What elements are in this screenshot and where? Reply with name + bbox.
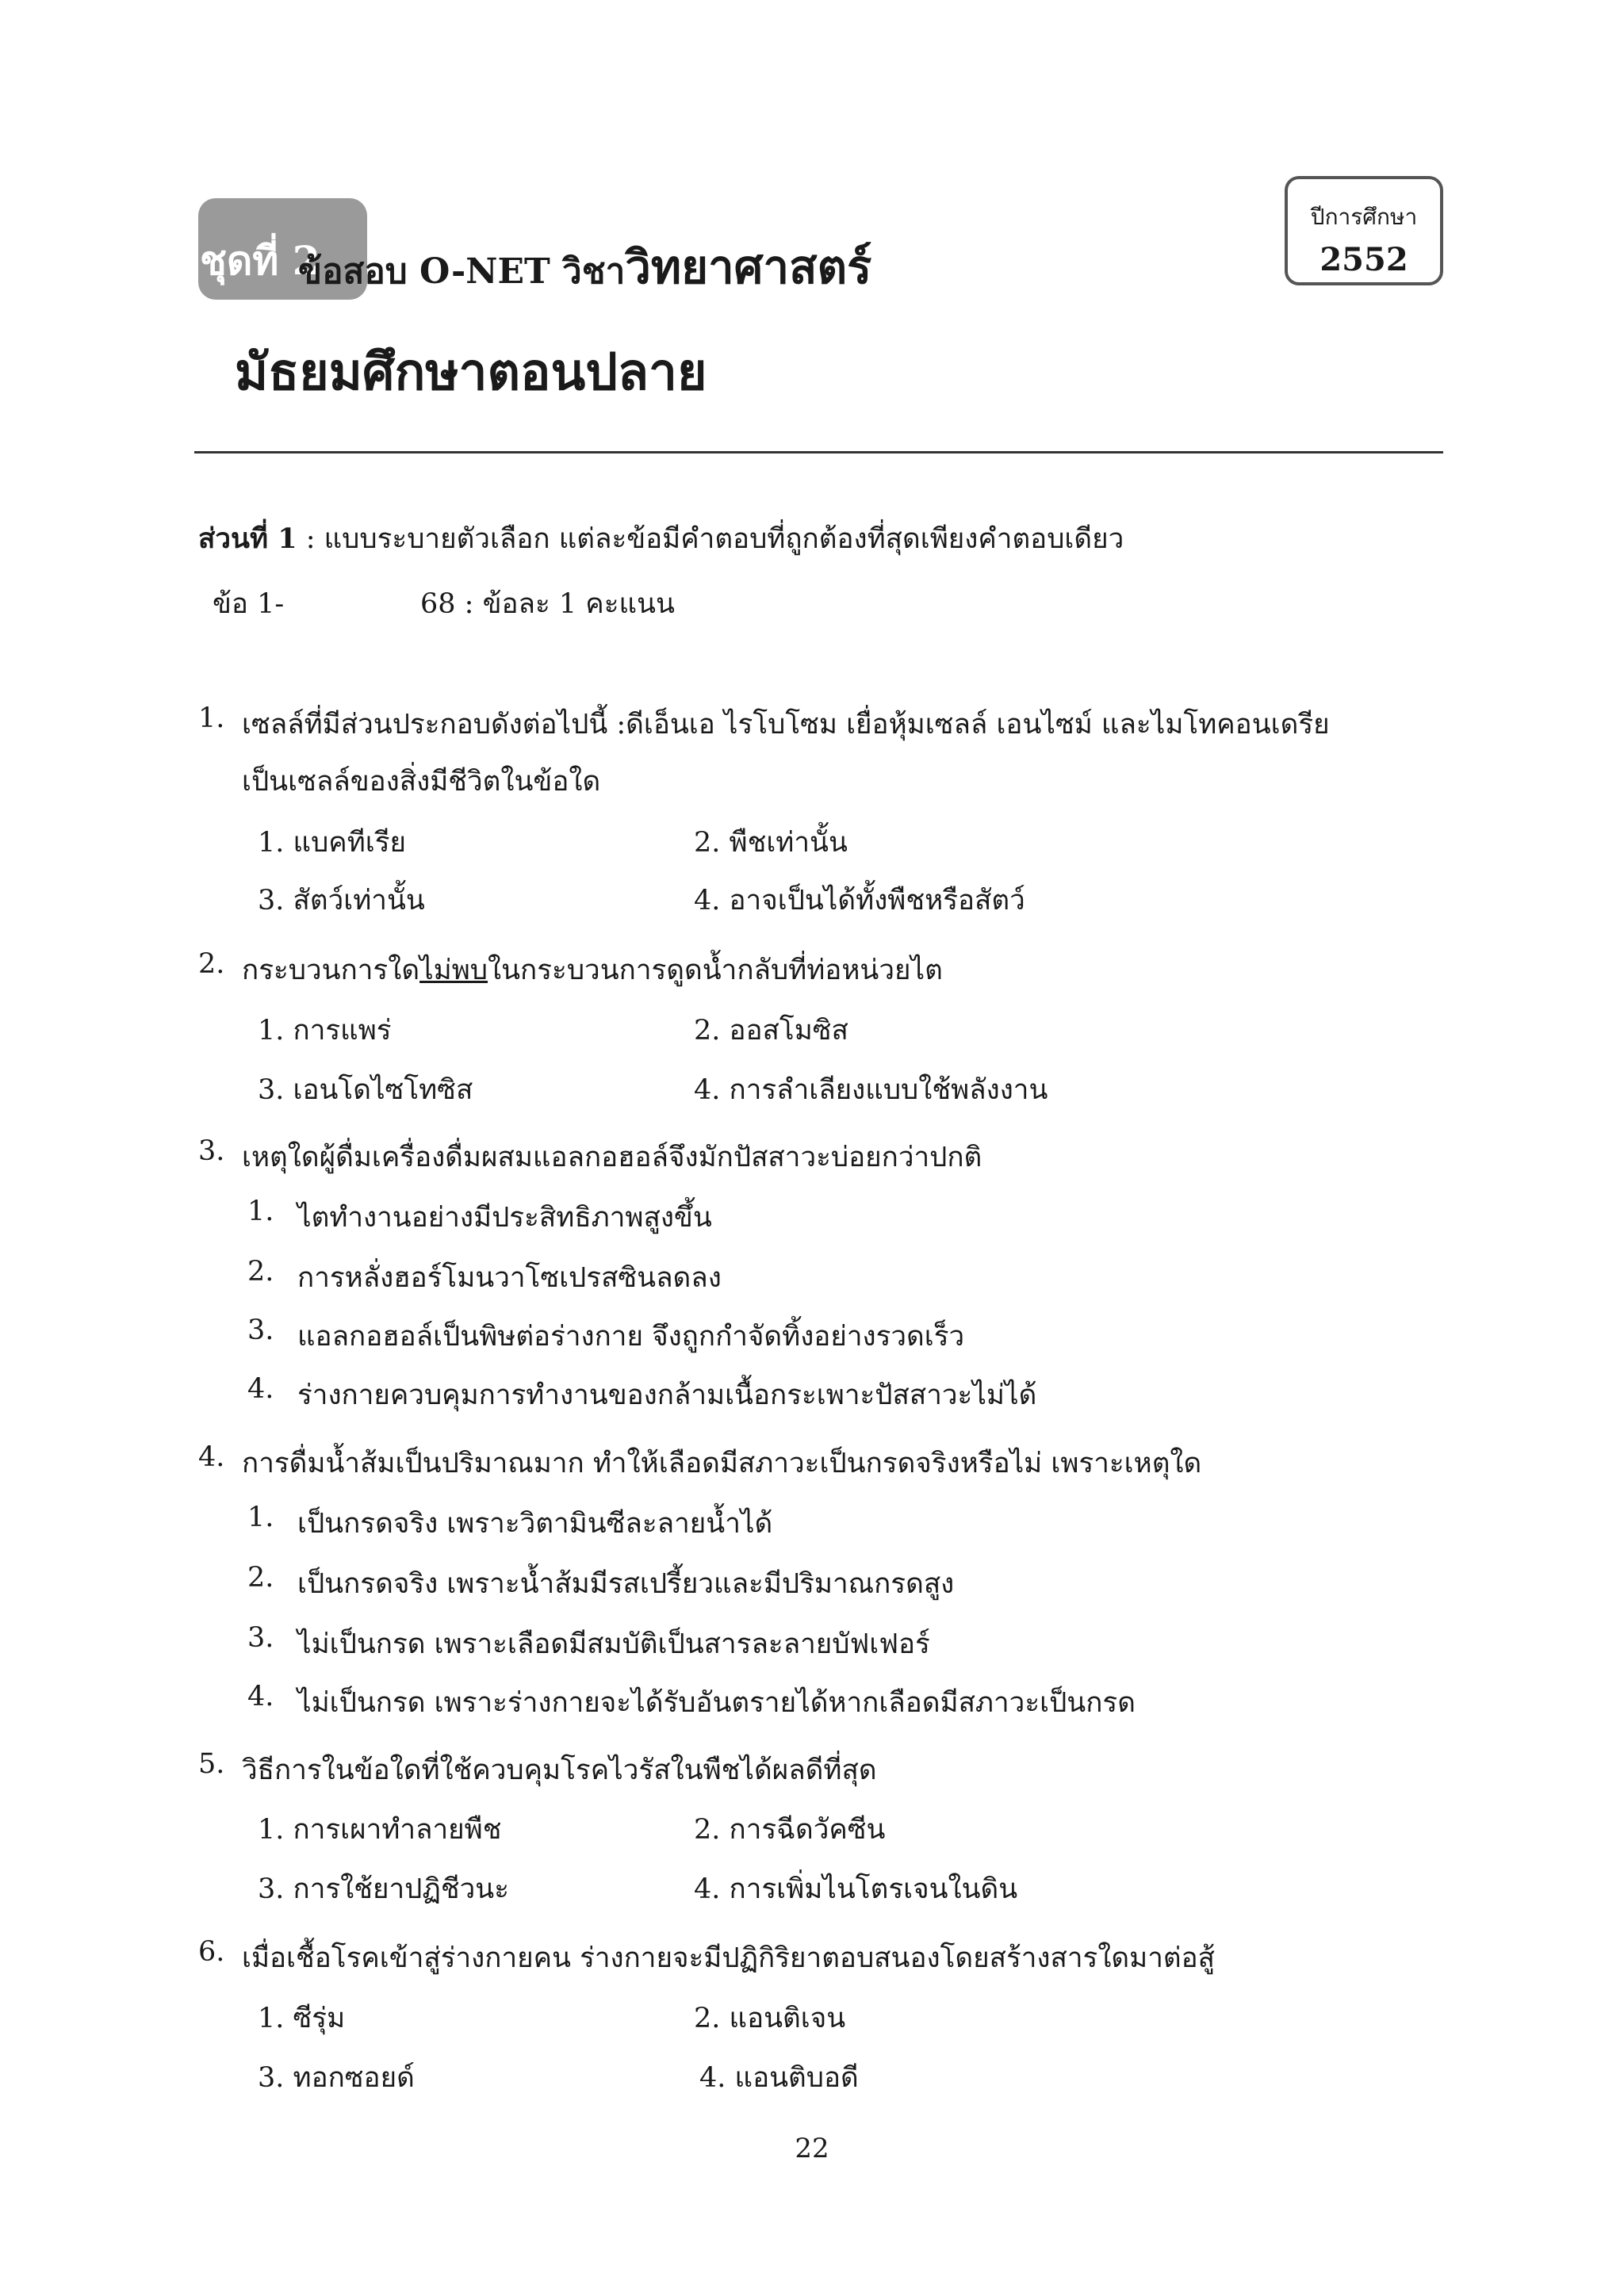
option-number: 2. [247, 1562, 274, 1594]
option: 2. ออสโมซิส [694, 1015, 848, 1047]
option: 1. ซีรุ่ม [258, 2003, 346, 2034]
option-text: เป็นกรดจริง เพราะน้ำส้มมีรสเปรี้ยวและมีปริมาณกรดสูง [297, 1568, 955, 1600]
question-number: 6. [198, 1936, 225, 1968]
year-box [1285, 176, 1443, 285]
set-label: ชุดที่ 2 [200, 237, 320, 284]
question-number: 3. [198, 1135, 225, 1167]
exam-title [298, 230, 871, 304]
option: 2. การฉีดวัคซีน [694, 1814, 886, 1846]
header-divider [194, 451, 1443, 453]
section-description: : แบบระบายตัวเลือก แต่ละข้อมีคำตอบที่ถูกต้องที่สุดเพียงคำตอบเดียว [297, 523, 1124, 555]
section-title: ส่วนที่ 1 [198, 522, 297, 555]
year-value: 2552 [1320, 241, 1408, 278]
subject-title: วิทยาศาสตร์ [625, 240, 872, 294]
option: 4. การลำเลียงแบบใช้พลังงาน [694, 1074, 1048, 1106]
option: 1. แบคทีเรีย [258, 827, 407, 859]
option-text: ไม่เป็นกรด เพราะร่างกายจะได้รับอันตรายได้หากเลือดมีสภาวะเป็นกรด [297, 1687, 1136, 1719]
question-text-cont: เป็นเซลล์ของสิ่งมีชีวิตในข้อใด [242, 766, 601, 798]
question-text: เหตุใดผู้ดื่มเครื่องดื่มผสมแอลกอฮอล์จึงมักปัสสาวะบ่อยกว่าปกติ [242, 1142, 982, 1173]
question-text: การดื่มน้ำส้มเป็นปริมาณมาก ทำให้เลือดมีสภาวะเป็นกรดจริงหรือไม่ เพราะเหตุใด [242, 1448, 1202, 1479]
option-number: 3. [247, 1314, 274, 1346]
option: 4. อาจเป็นได้ทั้งพืชหรือสัตว์ [694, 885, 1025, 916]
option: 3. ทอกซอยด์ [258, 2062, 415, 2094]
option-number: 4. [247, 1681, 274, 1712]
range-start: ข้อ 1- [213, 588, 285, 620]
option-text: แอลกอฮอล์เป็นพิษต่อร่างกาย จึงถูกกำจัดทิ้งอย่างรวดเร็ว [297, 1321, 965, 1353]
option: 2. พืชเท่านั้น [694, 827, 848, 859]
option-text: ไม่เป็นกรด เพราะเลือดมีสมบัติเป็นสารละลายบัฟเฟอร์ [297, 1628, 930, 1660]
year-label: ปีการศึกษา [1310, 204, 1418, 230]
exam-prefix: ข้อสอบ O-NET วิชา [298, 251, 626, 292]
question-text-underlined: ไม่พบ [419, 955, 488, 986]
option: 1. การเผาทำลายพืช [258, 1814, 502, 1846]
option-text: เป็นกรดจริง เพราะวิตามินซีละลายน้ำได้ [297, 1508, 773, 1540]
question-number: 2. [198, 948, 225, 980]
option-text: ร่างกายควบคุมการทำงานของกล้ามเนื้อกระเพาะปัสสาวะไม่ได้ [297, 1380, 1037, 1411]
option: 3. สัตว์เท่านั้น [258, 885, 425, 916]
section-heading [198, 517, 1124, 561]
page-number: 22 [795, 2133, 829, 2164]
option: 3. เอนโดไซโทซิส [258, 1074, 473, 1106]
option-text: ไตทำงานอย่างมีประสิทธิภาพสูงขึ้น [297, 1202, 712, 1234]
option-number: 3. [247, 1622, 274, 1654]
question-text [242, 948, 943, 992]
question-number: 1. [198, 702, 225, 734]
question-text-after: ในกระบวนการดูดน้ำกลับที่ท่อหน่วยไต [488, 955, 943, 986]
level-title: มัธยมศึกษาตอนปลาย [235, 342, 707, 402]
option-number: 1. [247, 1196, 274, 1227]
option: 4. แอนติบอดี [699, 2062, 859, 2094]
option-number: 2. [247, 1256, 274, 1288]
option-number: 4. [247, 1373, 274, 1405]
option: 2. แอนติเจน [694, 2003, 846, 2034]
question-number: 4. [198, 1441, 225, 1473]
range-end: 68 : ข้อละ 1 คะแนน [420, 588, 675, 620]
question-text: วิธีการในข้อใดที่ใช้ควบคุมโรคไวรัสในพืชได้ผลดีที่สุด [242, 1755, 877, 1786]
option: 3. การใช้ยาปฏิชีวนะ [258, 1873, 510, 1905]
question-text: เมื่อเชื้อโรคเข้าสู่ร่างกายคน ร่างกายจะมีปฏิกิริยาตอบสนองโดยสร้างสารใดมาต่อสู้ [242, 1942, 1215, 1974]
question-text: เซลล์ที่มีส่วนประกอบดังต่อไปนี้ :ดีเอ็นเอ ไรโบโซม เยื่อหุ้มเซลล์ เอนไซม์ และไมโทคอนเดรีย [242, 709, 1330, 740]
option-number: 1. [247, 1502, 274, 1533]
option-text: การหลั่งฮอร์โมนวาโซเปรสซินลดลง [297, 1262, 722, 1294]
option: 1. การแพร่ [258, 1015, 392, 1047]
question-number: 5. [198, 1748, 225, 1780]
option: 4. การเพิ่มไนโตรเจนในดิน [694, 1873, 1018, 1905]
question-text-before: กระบวนการใด [242, 955, 420, 986]
